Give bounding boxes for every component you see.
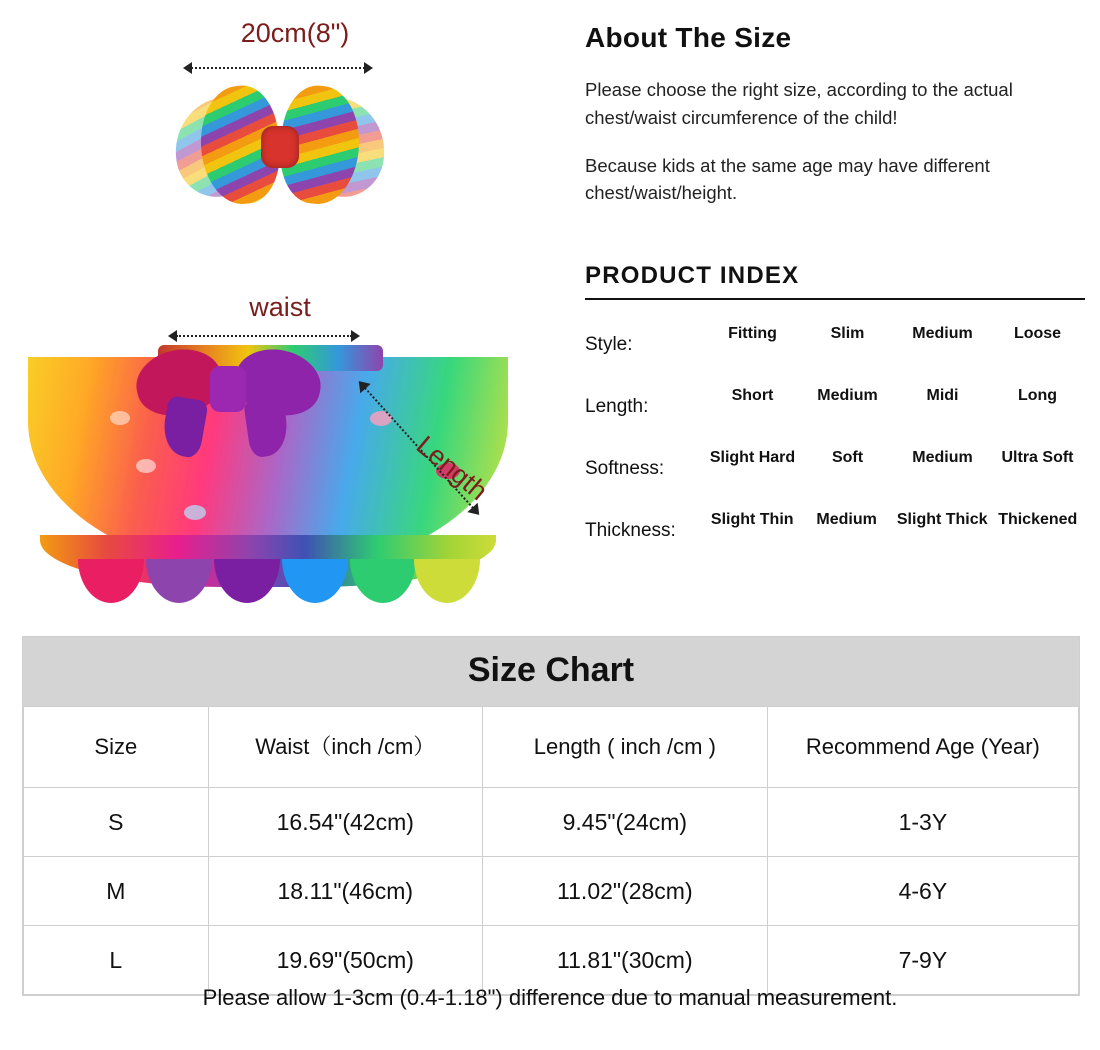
product-index-label: Softness: [585,458,665,479]
product-index-row-length [585,376,1085,438]
skirt-scallop [414,559,480,603]
option-label: Medium [912,324,973,342]
option-label: Medium [912,448,973,466]
cell-size: S [24,788,209,857]
product-images-column [0,0,570,630]
about-paragraph-1: Please choose the right size, according to the actual chest/waist circumference of the child! [585,79,1013,128]
skirt-scallop [214,559,280,603]
measurement-note: Please allow 1-3cm (0.4-1.18") difference due to manual measurement. [202,985,898,1010]
option-label: Medium [817,386,878,404]
skirt-bow-center [210,366,246,412]
option-label: Slight Thick [896,510,988,528]
option-label: Slight Thin [710,510,794,528]
option-label: Soft [831,448,864,466]
cell-length: 11.81"(30cm) [482,926,767,995]
product-index-options [705,449,1085,490]
product-index-option [705,387,800,428]
skirt-scallop [282,559,348,603]
cell-waist: 16.54"(42cm) [208,788,482,857]
waist-measure-label: waist [249,292,311,322]
option-label: Slight Hard [709,448,796,466]
arrow-cap-right [364,62,373,74]
skirt-scallop [146,559,212,603]
skirt-bow-tail-left [159,395,208,459]
product-index-option [895,387,990,428]
option-label: Long [1017,386,1058,404]
product-index-option [894,511,991,552]
column-header-recommend-age: Recommend Age (Year) [767,707,1078,788]
product-index-option [705,325,800,366]
product-index-label: Length: [585,396,649,417]
option-label: Short [731,386,774,404]
column-header-length: Length ( inch /cm ) [482,707,767,788]
product-index-option [990,325,1085,366]
size-chart-table [23,706,1079,995]
cell-age: 4-6Y [767,857,1078,926]
option-label: Slim [830,324,865,342]
cell-size: L [24,926,209,995]
size-chart-title: Size Chart [23,637,1079,706]
cell-age: 1-3Y [767,788,1078,857]
product-index-options [705,325,1085,366]
product-index-option [800,387,895,428]
option-label: Fitting [728,324,777,342]
product-index-row-softness [585,438,1085,500]
column-header-size: Size [24,707,209,788]
table-row [24,857,1079,926]
bow-width-arrow [183,62,373,74]
product-index-option [705,449,800,490]
product-index-option [990,387,1085,428]
product-index-label: Thickness: [585,520,676,541]
cell-age: 7-9Y [767,926,1078,995]
about-the-size-title: About The Size [585,22,792,53]
product-index-options [705,387,1085,428]
option-label: Midi [926,386,959,404]
skirt-dot [136,459,156,473]
product-index-option [990,449,1085,490]
product-index-label: Style: [585,334,633,355]
table-row [24,788,1079,857]
product-index-title: PRODUCT INDEX [585,262,800,289]
about-size-column [585,22,1085,562]
option-label: Thickened [998,510,1078,528]
option-label: Ultra Soft [1001,448,1074,466]
cell-length: 9.45"(24cm) [482,788,767,857]
product-index-section [585,262,1085,562]
skirt-bow [136,350,321,455]
table-header-row [24,707,1079,788]
arrow-line [176,335,352,337]
arrow-line [191,67,365,69]
rainbow-hair-bow-icon [175,80,385,215]
skirt-bow-tail-right [243,395,291,458]
product-index-option [799,511,893,552]
product-index-option [895,325,990,366]
bow-knot [261,126,299,168]
bow-width-label: 20cm(8") [240,18,350,48]
product-index-option [991,511,1085,552]
waist-measure-arrow [168,330,360,342]
skirt-scallop [350,559,416,603]
cell-length: 11.02"(28cm) [482,857,767,926]
product-index-option [705,511,799,552]
length-measure-label: Length [410,430,494,507]
product-index-divider [585,298,1085,300]
cell-size: M [24,857,209,926]
product-index-option [800,449,895,490]
skirt-dot [110,411,130,425]
product-index-option [895,449,990,490]
skirt-scallop [78,559,144,603]
option-label: Loose [1013,324,1062,342]
about-paragraph-2: Because kids at the same age may have different chest/waist/height. [585,154,990,204]
cell-waist: 19.69"(50cm) [208,926,482,995]
product-index-row-thickness [585,500,1085,562]
product-index-row-style [585,314,1085,376]
option-label: Medium [816,510,877,528]
product-index-option [800,325,895,366]
column-header-waist: Waist（inch /cm） [208,707,482,788]
size-chart-section [22,636,1080,996]
cell-waist: 18.11"(46cm) [208,857,482,926]
arrow-cap-right [351,330,360,342]
skirt-dot [184,505,206,520]
product-index-options [705,511,1085,552]
